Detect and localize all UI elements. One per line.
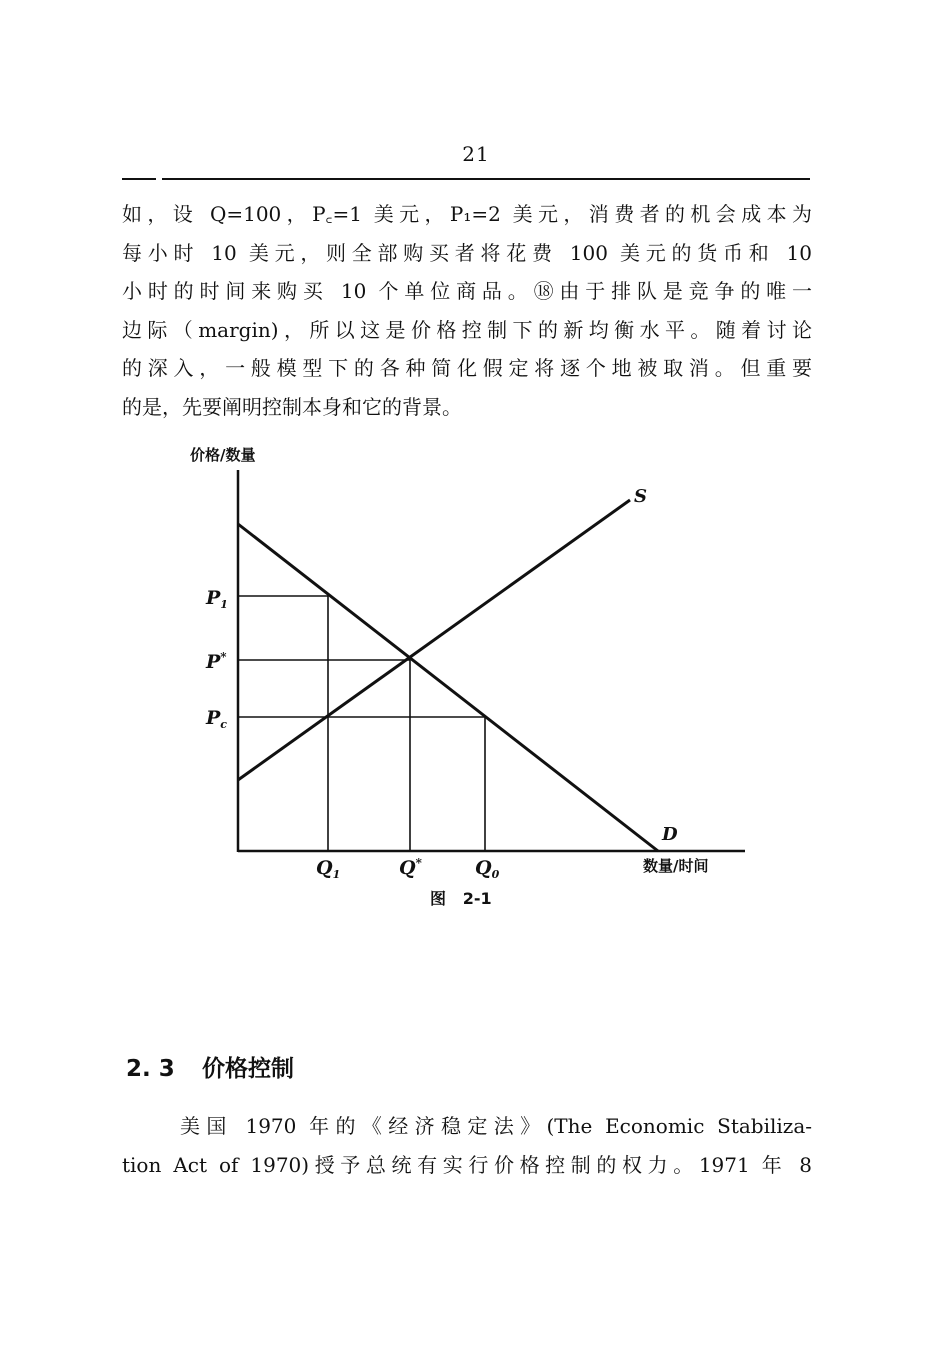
figure-caption: 图 2-1	[430, 889, 492, 908]
paragraph-2-line: 美国 1970 年的《经济稳定法》(The Economic Stabiliza-	[180, 1114, 812, 1138]
pstar-label-main: P	[206, 651, 221, 673]
p1-label-sub: 1	[220, 598, 228, 611]
paragraph-1-line: 每小时 10 美元，则全部购买者将花费 100 美元的货币和 10	[122, 240, 812, 265]
qstar-label-sup: *	[415, 856, 422, 870]
q1-label-main: Q	[316, 857, 333, 879]
demand-curve	[238, 524, 658, 851]
paragraph-1-line: 边际（margin)，所以这是价格控制下的新均衡水平。随着讨论	[122, 317, 812, 342]
y-axis-label: 价格/数量	[190, 446, 256, 464]
pc-label	[205, 707, 227, 731]
figure-2-1	[0, 430, 952, 930]
qstar-label-main: Q	[399, 857, 416, 879]
paragraph-1-line: 的深入，一般模型下的各种简化假定将逐个地被取消。但重要	[122, 356, 812, 380]
pc-label-sub: c	[220, 718, 227, 731]
header-rule	[122, 178, 810, 180]
q1-label	[316, 857, 340, 881]
qstar-label	[399, 856, 423, 879]
paragraph-2-line: tion Act of 1970)授予总统有实行价格控制的权力。1971 年 8	[122, 1152, 812, 1177]
pstar-label	[205, 650, 227, 673]
header-rule-gap	[156, 176, 162, 182]
paragraph-1-line: 如，设 Q=100，P꜀=1 美元，P₁=2 美元，消费者的机会成本为	[122, 202, 812, 226]
paragraph-1	[122, 195, 812, 426]
section-title: 价格控制	[202, 1056, 294, 1082]
pc-label-main: P	[206, 707, 221, 729]
q0-label	[475, 857, 500, 881]
page-number: 21	[462, 142, 490, 166]
q0-label-main: Q	[475, 857, 492, 879]
pstar-label-sup: *	[220, 650, 227, 664]
p1-label-main: P	[206, 587, 221, 609]
demand-label: D	[662, 824, 678, 845]
supply-demand-diagram	[0, 430, 952, 930]
q0-label-sub: 0	[491, 868, 500, 881]
section-number: 2. 3	[126, 1056, 175, 1082]
paragraph-2	[122, 1107, 812, 1184]
p1-label	[205, 587, 228, 611]
paragraph-1-line: 的是，先要阐明控制本身和它的背景。	[122, 394, 462, 419]
supply-curve	[238, 500, 630, 780]
x-axis-label: 数量/时间	[643, 857, 709, 875]
supply-label: S	[634, 486, 647, 507]
section-heading	[126, 1050, 294, 1083]
paragraph-1-line: 小时的时间来购买 10 个单位商品。⑱由于排队是竞争的唯一	[122, 279, 812, 303]
q1-label-sub: 1	[332, 868, 341, 881]
